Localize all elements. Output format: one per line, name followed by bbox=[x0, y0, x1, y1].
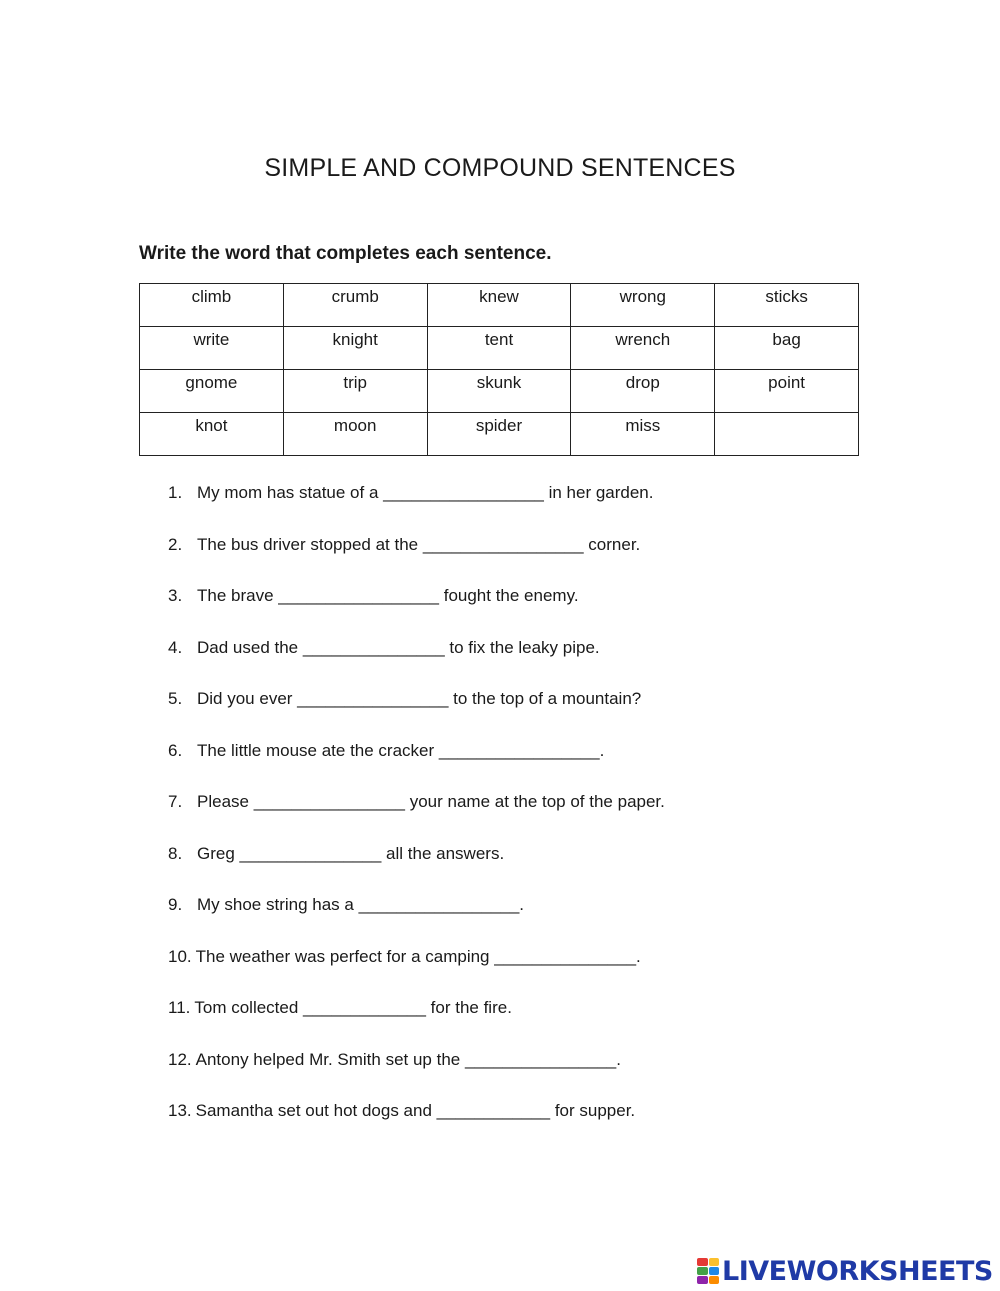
logo-block bbox=[709, 1276, 720, 1284]
question-text: My shoe string has a _________________. bbox=[197, 895, 525, 914]
logo-block bbox=[709, 1267, 720, 1275]
question-text: Please ________________ your name at the top of the paper. bbox=[197, 792, 665, 811]
table-row bbox=[140, 327, 859, 370]
question-item bbox=[168, 944, 665, 996]
question-item bbox=[168, 841, 665, 893]
question-text: Did you ever ________________ to the top of a mountain? bbox=[197, 689, 642, 708]
page-title: SIMPLE AND COMPOUND SENTENCES bbox=[264, 154, 736, 182]
word-cell: wrench bbox=[571, 327, 715, 370]
question-item bbox=[168, 738, 665, 790]
question-text: Dad used the _______________ to fix the leaky pipe. bbox=[197, 637, 600, 657]
word-cell: miss bbox=[571, 413, 715, 456]
word-cell: trip bbox=[283, 370, 427, 413]
table-row bbox=[140, 370, 859, 413]
instruction-heading: Write the word that completes each sentence. bbox=[139, 243, 552, 264]
question-number: 2. bbox=[168, 534, 183, 554]
question-text: Antony helped Mr. Smith set up the ________________. bbox=[195, 1049, 621, 1069]
question-number: 1. bbox=[168, 483, 183, 502]
logo-text: LIVEWORKSHEETS bbox=[722, 1255, 993, 1287]
word-cell: skunk bbox=[427, 370, 571, 413]
logo-block bbox=[697, 1267, 708, 1275]
logo-block bbox=[709, 1258, 720, 1266]
question-text: The brave _________________ fought the enemy. bbox=[197, 586, 579, 605]
word-cell: knew bbox=[427, 284, 571, 327]
word-cell: drop bbox=[571, 370, 715, 413]
question-number: 11. bbox=[168, 998, 191, 1017]
logo-block bbox=[697, 1276, 708, 1284]
question-item bbox=[168, 635, 665, 687]
question-text: Greg _______________ all the answers. bbox=[197, 843, 505, 863]
word-cell: sticks bbox=[715, 284, 859, 327]
liveworksheets-logo-icon bbox=[697, 1258, 719, 1284]
logo-block bbox=[697, 1258, 708, 1266]
word-cell-empty bbox=[715, 413, 859, 456]
question-item bbox=[168, 995, 665, 1047]
question-list bbox=[168, 480, 665, 1150]
question-number: 3. bbox=[168, 586, 183, 605]
question-number: 12. bbox=[168, 1049, 192, 1069]
word-cell: wrong bbox=[571, 284, 715, 327]
question-item bbox=[168, 480, 665, 532]
question-item bbox=[168, 1098, 665, 1150]
question-number: 8. bbox=[168, 843, 183, 863]
word-cell: spider bbox=[427, 413, 571, 456]
word-cell: climb bbox=[140, 284, 284, 327]
question-text: The bus driver stopped at the _________________ corner. bbox=[197, 534, 641, 554]
question-item bbox=[168, 532, 665, 584]
question-item bbox=[168, 789, 665, 841]
word-cell: point bbox=[715, 370, 859, 413]
word-cell: gnome bbox=[140, 370, 284, 413]
word-bank-table bbox=[139, 283, 859, 456]
question-number: 9. bbox=[168, 895, 183, 914]
question-text: Tom collected _____________ for the fire. bbox=[194, 998, 512, 1017]
question-text: My mom has statue of a _________________ in her garden. bbox=[197, 483, 654, 502]
word-cell: bag bbox=[715, 327, 859, 370]
liveworksheets-logo bbox=[697, 1255, 993, 1287]
question-number: 5. bbox=[168, 689, 183, 708]
question-text: The little mouse ate the cracker _________________. bbox=[197, 740, 605, 760]
question-number: 4. bbox=[168, 637, 183, 657]
table-row bbox=[140, 284, 859, 327]
question-item bbox=[168, 892, 665, 944]
word-cell: moon bbox=[283, 413, 427, 456]
question-item bbox=[168, 583, 665, 635]
question-item bbox=[168, 686, 665, 738]
word-cell: knot bbox=[140, 413, 284, 456]
question-text: Samantha set out hot dogs and ____________ for supper. bbox=[195, 1101, 636, 1120]
word-cell: tent bbox=[427, 327, 571, 370]
question-number: 10. bbox=[168, 946, 192, 966]
question-number: 6. bbox=[168, 740, 183, 760]
question-text: The weather was perfect for a camping _______________. bbox=[195, 946, 641, 966]
question-number: 13. bbox=[168, 1101, 192, 1120]
word-cell: knight bbox=[283, 327, 427, 370]
table-row bbox=[140, 413, 859, 456]
word-cell: write bbox=[140, 327, 284, 370]
question-item bbox=[168, 1047, 665, 1099]
word-cell: crumb bbox=[283, 284, 427, 327]
question-number: 7. bbox=[168, 792, 183, 811]
